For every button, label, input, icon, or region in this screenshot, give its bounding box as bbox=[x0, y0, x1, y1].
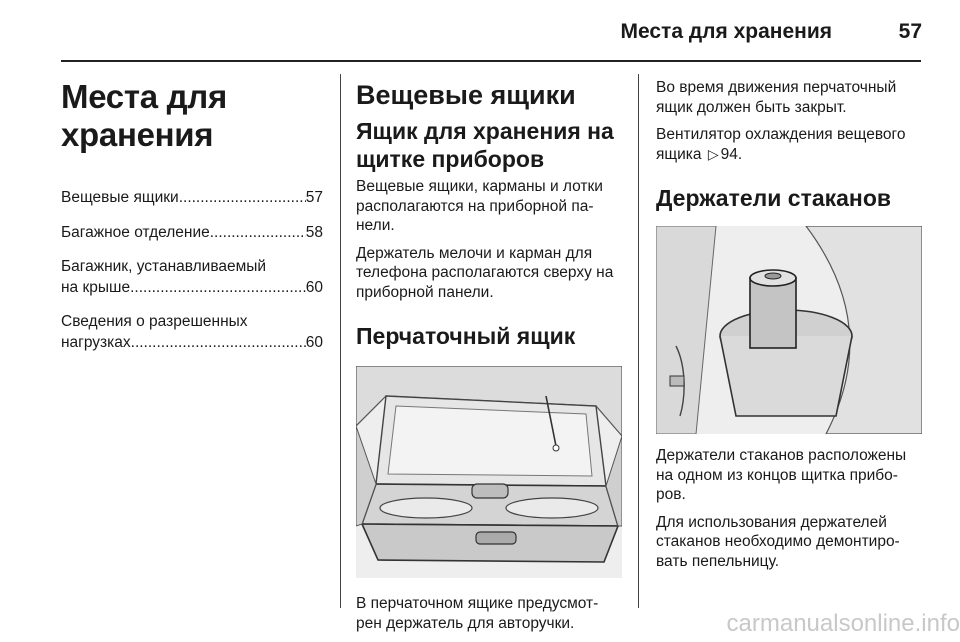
content-column-3 bbox=[656, 78, 922, 579]
toc-item-page: 58 bbox=[305, 223, 323, 241]
page-reference[interactable]: 94. bbox=[720, 145, 743, 163]
toc-item[interactable] bbox=[61, 223, 323, 251]
toc-item-page: 57 bbox=[305, 189, 323, 206]
subsection-title: Перчаточный ящик bbox=[356, 323, 576, 349]
table-of-contents bbox=[61, 188, 323, 360]
toc-item-label: Сведения о разрешенных bbox=[61, 313, 248, 330]
cupholder-illustration bbox=[656, 226, 922, 434]
illustration-caption: В перчаточном ящике предусмот-рен держатель для авторучки. bbox=[356, 595, 599, 632]
chapter-column bbox=[61, 76, 323, 367]
toc-item-label: нагрузках bbox=[61, 333, 131, 351]
paragraph: Для использования держателей стаканов необходимо демонтиро-вать пепельницу. bbox=[656, 513, 900, 570]
header-rule bbox=[61, 60, 921, 62]
toc-item[interactable] bbox=[61, 257, 323, 305]
content-column-2 bbox=[356, 76, 622, 641]
column-divider bbox=[638, 74, 639, 608]
paragraph-text: Вентилятор охлаждения вещевого ящика bbox=[656, 126, 906, 163]
toc-item[interactable] bbox=[61, 188, 323, 216]
cupholder-drawing bbox=[656, 226, 922, 434]
toc-item-label: Багажник, устанавливаемый bbox=[61, 258, 267, 275]
glovebox-illustration bbox=[356, 366, 622, 578]
toc-item-page: 60 bbox=[305, 278, 323, 296]
glovebox-drawing bbox=[356, 366, 622, 578]
paragraph: Вещевые ящики, карманы и лотки располагаются на приборной па-нели. bbox=[356, 178, 603, 234]
subsection-title: Ящик для хранения на щитке приборов bbox=[356, 118, 614, 172]
chapter-title: Места для хранения bbox=[61, 78, 227, 153]
toc-item-label: Вещевые ящики bbox=[61, 189, 179, 206]
page-reference-icon[interactable]: ▷ bbox=[707, 145, 719, 162]
toc-item-label: Багажное отделение bbox=[61, 223, 210, 241]
section-title: Вещевые ящики bbox=[356, 80, 576, 110]
page-number: 57 bbox=[898, 20, 922, 43]
running-header-title: Места для хранения bbox=[620, 20, 832, 43]
toc-item[interactable] bbox=[61, 312, 323, 360]
watermark: carmanualsonline.info bbox=[726, 610, 960, 637]
toc-item-page: 60 bbox=[305, 333, 323, 351]
paragraph: Держатели стаканов расположены на одном из концов щитка прибо-ров. bbox=[656, 447, 907, 503]
toc-item-label: на крыше bbox=[61, 278, 131, 296]
paragraph bbox=[656, 125, 922, 164]
subsection-title: Держатели стаканов bbox=[656, 185, 892, 211]
column-divider bbox=[340, 74, 341, 608]
paragraph: Держатель мелочи и карман для телефона располагаются сверху на приборной панели. bbox=[356, 244, 614, 301]
paragraph: Во время движения перчаточный ящик должен быть закрыт. bbox=[656, 79, 897, 116]
